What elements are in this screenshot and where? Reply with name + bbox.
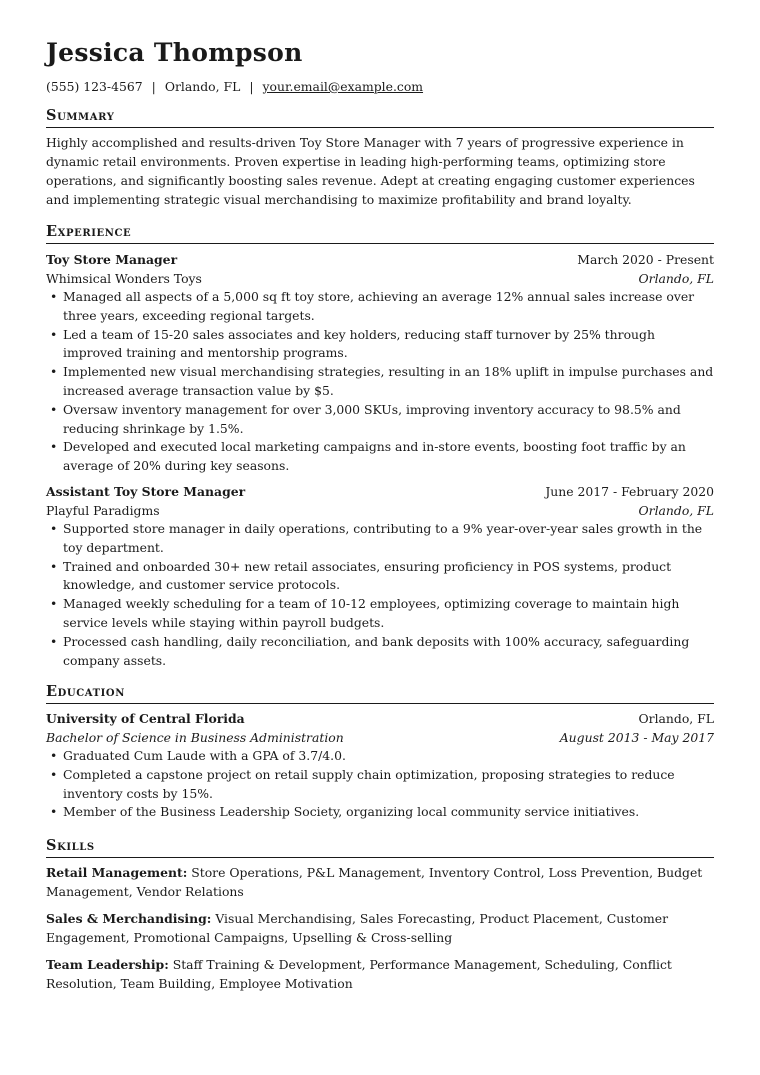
contact-line [46,78,423,95]
education-bullets [46,747,714,822]
job-location: Orlando, FL [638,502,714,518]
summary-text: Highly accomplished and results-driven Toy Store Manager with 7 years of progressive experience in dynamic retail environments. Proven expertise in leading high-performing teams, optimizing store operations, and significantly boosting sales revenue. Adept at creating engaging customer experiences and implementing strategic visual merchandising to maximize profitability and brand loyalty. [46,135,695,207]
skills-section [46,837,714,1001]
degree-name: Bachelor of Science in Business Administration [46,730,344,745]
skill-group-label: Retail Management: [46,865,188,880]
summary-heading: Summary [46,107,714,128]
skill-group [46,909,714,947]
skill-group-text: Staff Training & Development, Performance Management, Scheduling, Conflict Resolution, Team Building, Employee Motivation [46,957,672,991]
list-item: • Implemented new visual merchandising strategies, resulting in an 18% uplift in impulse purchases and increased average transaction value by $5. [46,363,714,401]
experience-heading: Experience [46,223,714,244]
job-entry [46,250,714,476]
skill-group-label: Sales & Merchandising: [46,911,212,926]
list-item: • Processed cash handling, daily reconciliation, and bank deposits with 100% accuracy, safeguarding company assets. [46,633,714,671]
list-item: • Trained and onboarded 30+ new retail associates, ensuring proficiency in POS systems, product knowledge, and customer service protocols. [46,558,714,596]
list-item: • Led a team of 15-20 sales associates and key holders, reducing staff turnover by 25% through improved training and mentorship programs. [46,326,714,364]
job-entry [46,482,714,670]
skill-group [46,955,714,993]
job-dates: March 2020 - Present [577,252,714,267]
list-item: • Developed and executed local marketing campaigns and in-store events, boosting foot traffic by an average of 20% during key seasons. [46,438,714,476]
list-item: • Graduated Cum Laude with a GPA of 3.7/4.0. [46,747,714,766]
email-link[interactable]: your.email@example.com [262,79,424,94]
list-item: • Member of the Business Leadership Society, organizing local community service initiatives. [46,803,714,822]
education-section [46,683,714,822]
skill-group [46,863,714,901]
list-item: • Managed all aspects of a 5,000 sq ft toy store, achieving an average 12% annual sales increase over three years, exceeding regional targets. [46,288,714,326]
list-item: • Oversaw inventory management for over 3,000 SKUs, improving inventory accuracy to 98.5% and reducing shrinkage by 1.5%. [46,401,714,439]
job-role: Assistant Toy Store Manager [46,483,246,499]
experience-section [46,223,714,670]
contact-separator: | [249,79,254,94]
job-bullets [46,520,714,670]
job-dates: June 2017 - February 2020 [545,483,714,499]
job-location: Orlando, FL [638,271,714,286]
skill-group-text: Visual Merchandising, Sales Forecasting, Product Placement, Customer Engagement, Promotional Campaigns, Upselling & Cross-selling [46,911,669,945]
job-role: Toy Store Manager [46,252,178,267]
job-bullets [46,288,714,476]
degree-row [46,728,714,747]
school-row [46,709,714,728]
contact-separator: | [151,79,156,94]
job-company-row [46,269,714,288]
list-item: • Supported store manager in daily operations, contributing to a 9% year-over-year sales growth in the toy department. [46,520,714,558]
school-name: University of Central Florida [46,711,245,726]
skill-group-label: Team Leadership: [46,957,169,972]
job-company: Whimsical Wonders Toys [46,271,202,286]
phone-number: (555) 123-4567 [46,79,143,94]
summary-section [46,107,714,209]
job-company-row [46,501,714,520]
job-title-row [46,482,714,501]
skill-group-text: Store Operations, P&L Management, Inventory Control, Loss Prevention, Budget Management, Vendor Relations [46,865,703,899]
list-item: • Managed weekly scheduling for a team of 10-12 employees, optimizing coverage to maintain high service levels while staying within payroll budgets. [46,595,714,633]
candidate-name: Jessica Thompson [46,38,303,67]
education-dates: August 2013 - May 2017 [559,730,714,745]
job-title-row [46,250,714,269]
job-company: Playful Paradigms [46,502,160,518]
list-item: • Completed a capstone project on retail supply chain optimization, proposing strategies to reduce inventory costs by 15%. [46,766,714,804]
school-location: Orlando, FL [638,711,714,726]
location: Orlando, FL [164,79,241,94]
skills-heading: Skills [46,837,714,858]
education-heading: Education [46,683,714,704]
